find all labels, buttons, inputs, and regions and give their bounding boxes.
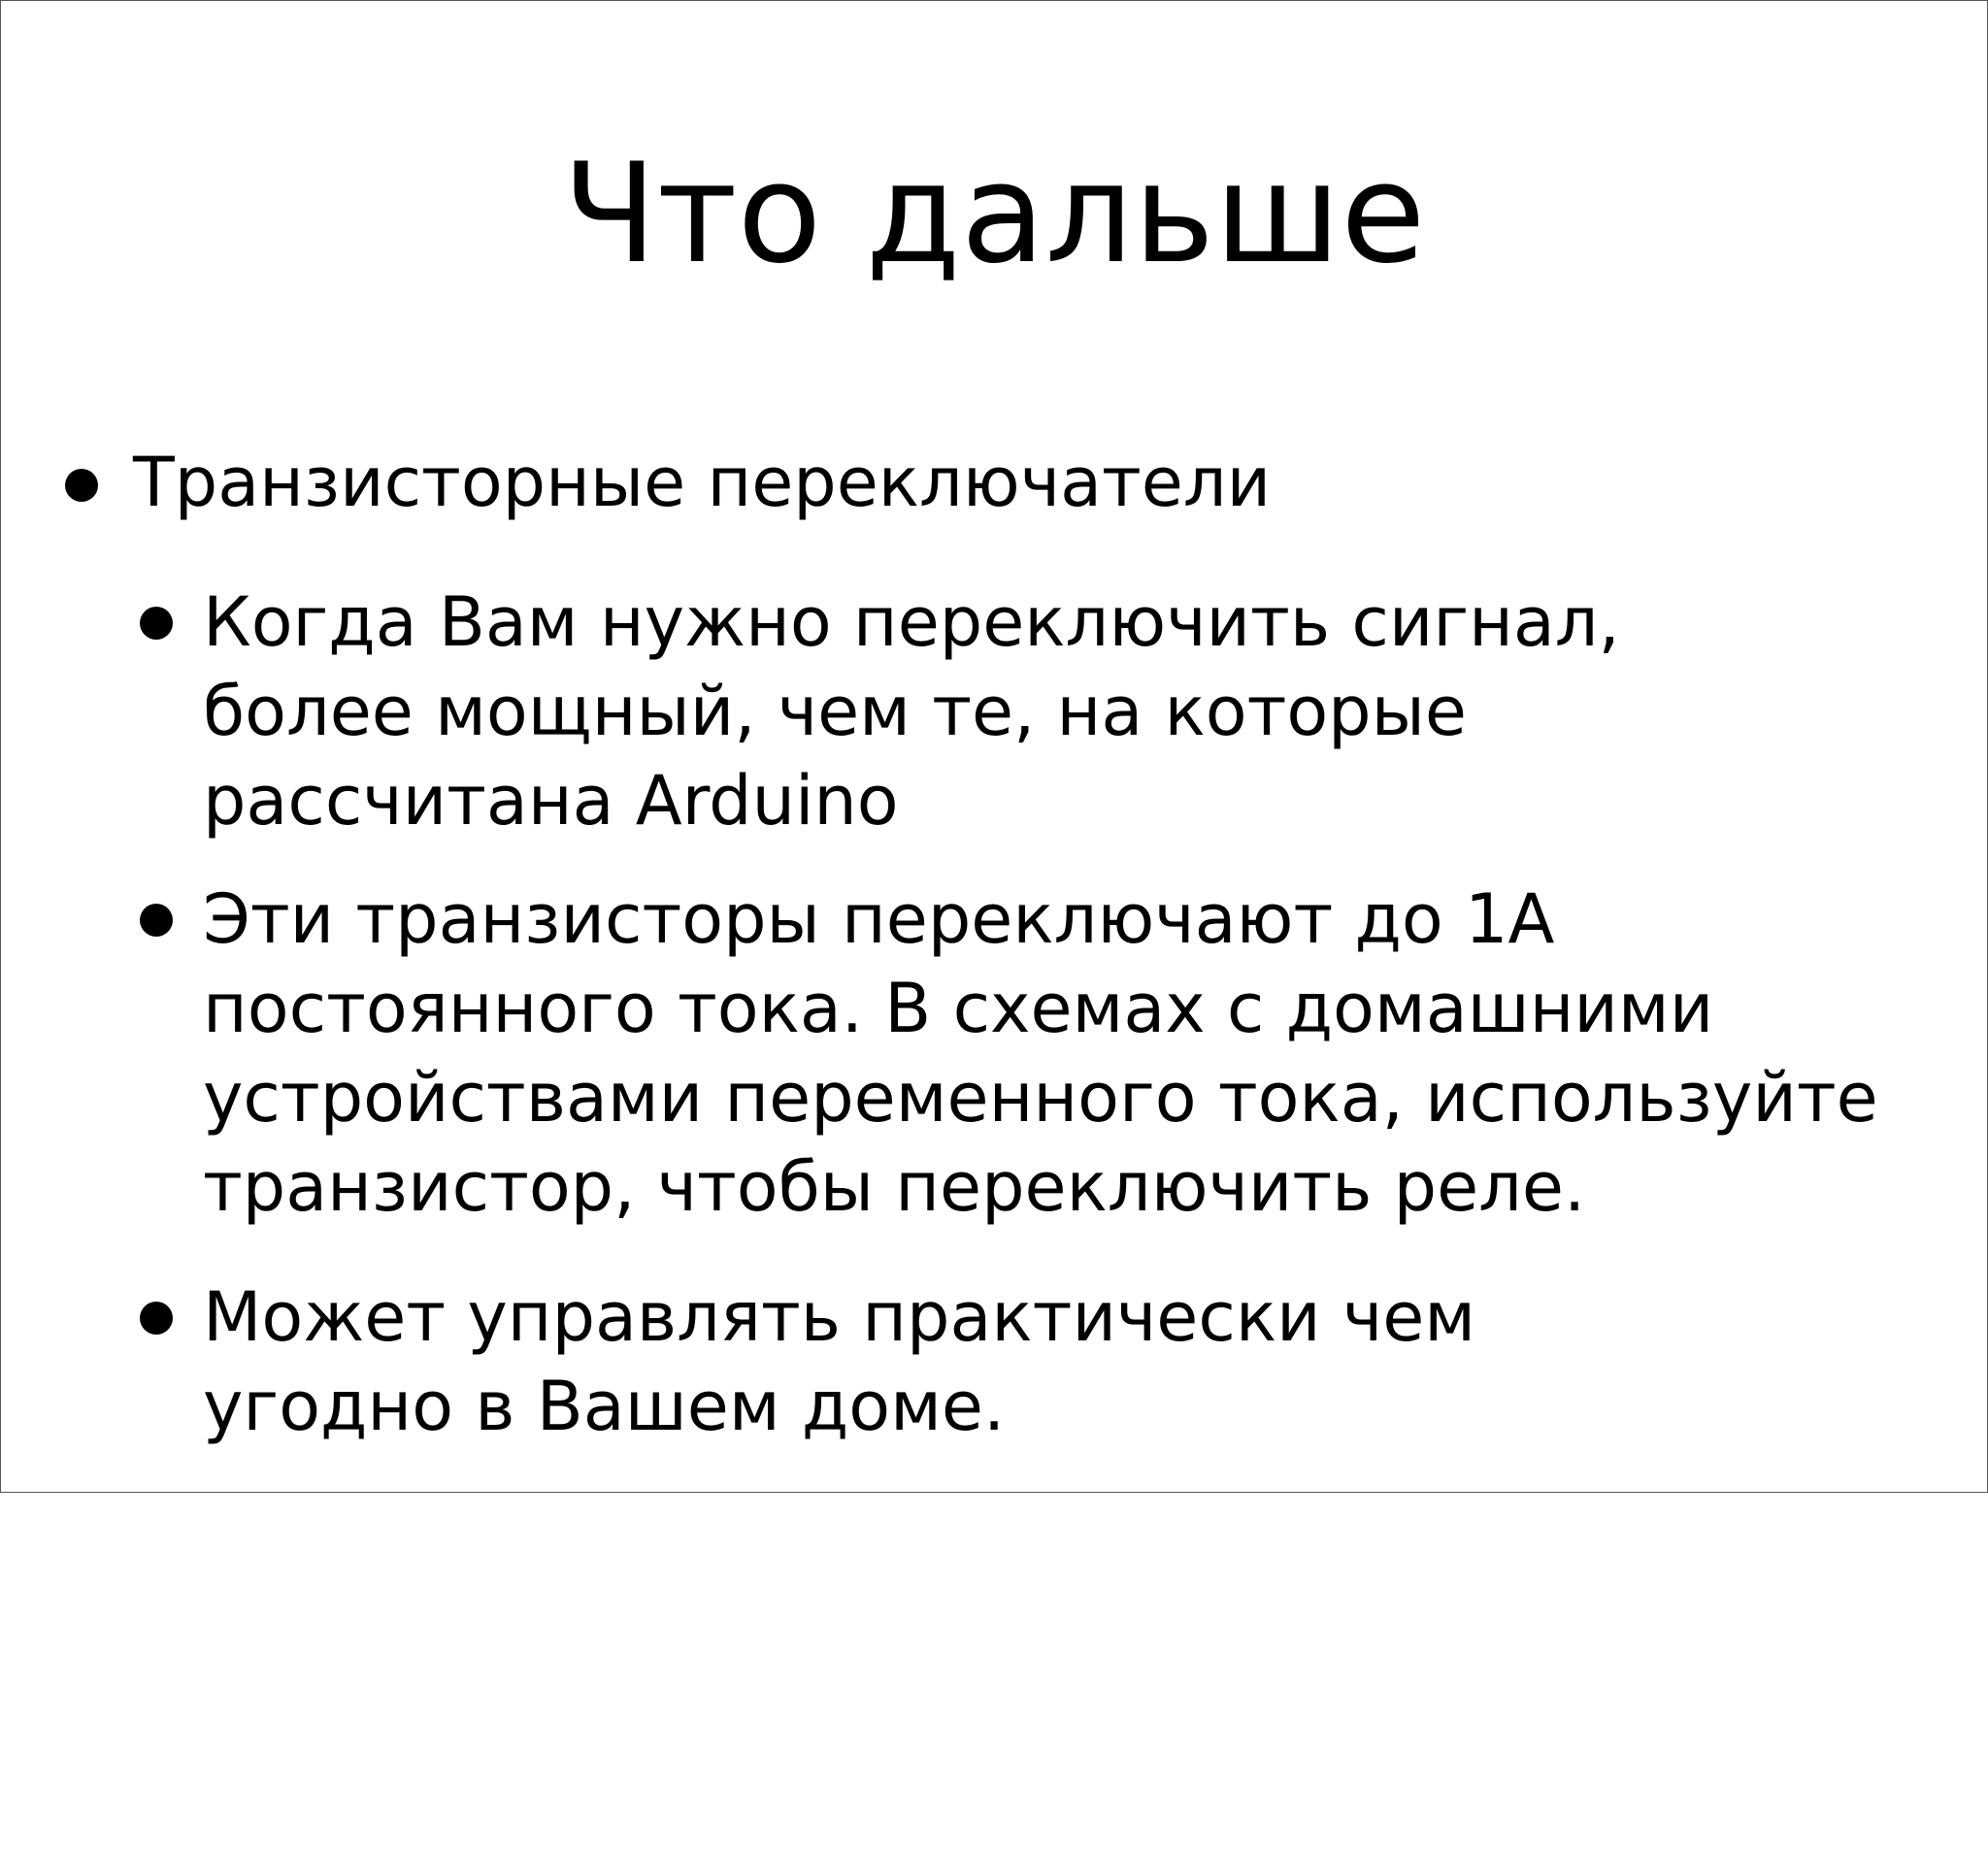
slide-title: Что дальше (562, 134, 1426, 294)
bullet-dot-icon (140, 607, 173, 640)
sub-bullet-1-text: Когда Вам нужно переключить сигнал, более мощный, чем те, на которые рассчитана Arduino (203, 582, 1620, 841)
bullet-level1-text: Транзисторные переключатели (133, 443, 1272, 522)
bullet-dot-icon (65, 469, 98, 502)
bullet-dot-icon (140, 1302, 173, 1335)
sub-bullet-2-text: Эти транзисторы переключают до 1А постоянного тока. В схемах с домашними устройствами переменного тока, используйте транзистор, чтобы переключить реле. (203, 879, 1878, 1227)
bullet-dot-icon (140, 904, 173, 937)
sub-bullet-3-text: Может управлять практически чем угодно в Вашем доме. (203, 1277, 1476, 1446)
